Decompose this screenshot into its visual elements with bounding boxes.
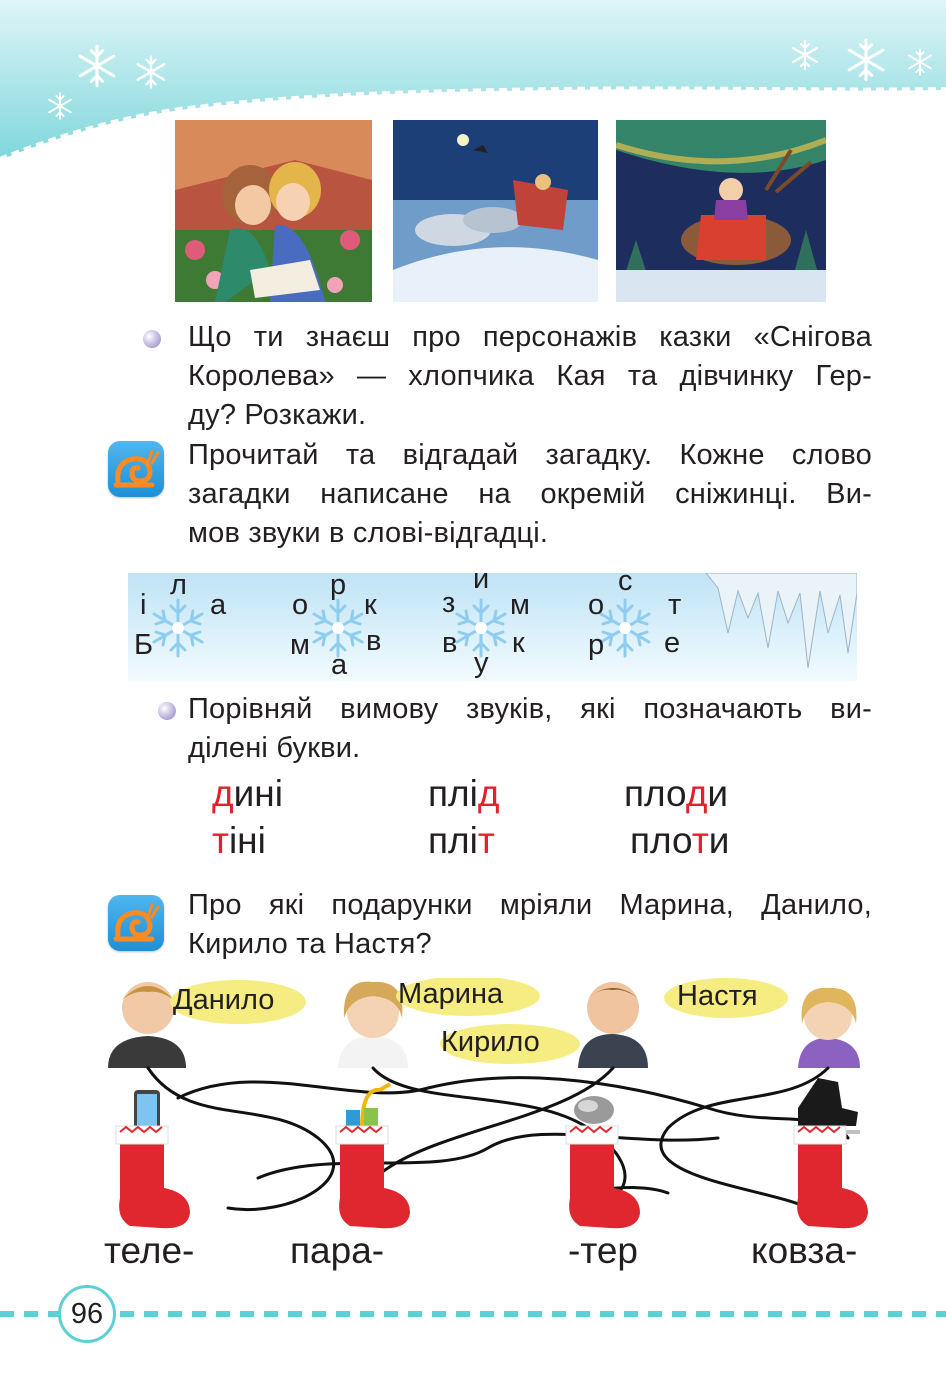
text-line: Що ти знаєш про персонажів казки «Снігова xyxy=(188,321,872,353)
highlighted-letter: т xyxy=(477,820,495,861)
snowflake-letter: т xyxy=(668,589,682,621)
snowflake-letter: к xyxy=(364,589,377,621)
task-gifts-question xyxy=(188,886,872,964)
bullet-point xyxy=(158,702,176,720)
snowflake-letter: а xyxy=(331,649,348,681)
kai-and-gerda-illustration xyxy=(175,120,372,302)
snowflake-letter: л xyxy=(170,573,187,601)
snowflake-letter: р xyxy=(330,573,347,601)
text-line: ділені букви. xyxy=(188,732,361,764)
word-ploty: плоти xyxy=(630,820,730,861)
name-label: Данило xyxy=(173,984,275,1016)
snowflake-letter: к xyxy=(512,627,525,659)
text-line: мов звуки в слові-відгадці. xyxy=(188,517,549,549)
snowflake-letter: м xyxy=(510,589,530,621)
text-line: загадки написане на окремій сніжинці. Ви- xyxy=(188,478,872,510)
name-label: Марина xyxy=(398,978,504,1010)
word-part: пара- xyxy=(290,1230,385,1271)
child-kyrylo xyxy=(578,982,648,1068)
snowflake-letter: і xyxy=(140,589,147,621)
snowflake-letter: и xyxy=(473,573,490,595)
text-line: ду? Розкажи. xyxy=(188,399,367,431)
task-compare-sounds xyxy=(188,690,872,768)
snail-icon xyxy=(108,441,164,497)
word-tini: тіні xyxy=(212,820,266,861)
snail-icon xyxy=(108,895,164,951)
word-part: -тер xyxy=(568,1230,639,1271)
text-line: Прочитай та відгадай загадку. Кожне слово xyxy=(188,439,872,471)
name-label: Настя xyxy=(677,980,758,1012)
snowflake-letter: р xyxy=(588,629,605,661)
snowflake-letter: м xyxy=(290,629,310,661)
snowflake-letter: Б xyxy=(134,629,154,661)
snowflake-letter: з xyxy=(442,587,456,619)
highlighted-letter: д xyxy=(685,773,708,814)
gerda-reindeer-illustration xyxy=(616,120,826,302)
snowflake-letter: е xyxy=(664,627,681,659)
sock-umbrella xyxy=(336,1084,410,1228)
word-part: теле- xyxy=(104,1230,195,1271)
footer-dashed-line xyxy=(0,1280,946,1350)
child-nastia xyxy=(798,988,860,1068)
highlighted-letter: т xyxy=(691,820,709,861)
snowflake-letter: в xyxy=(366,625,382,657)
word-dyni: дині xyxy=(212,773,283,814)
snow-queen-sleigh-illustration xyxy=(393,120,598,302)
highlighted-letter: т xyxy=(212,820,229,861)
word-part: ковза- xyxy=(751,1230,858,1271)
page-number: 96 xyxy=(58,1285,116,1343)
snowflake-letter: о xyxy=(588,589,605,621)
task-characters-question xyxy=(188,318,872,435)
snowflake-letter: в xyxy=(442,627,458,659)
snowflake-letter: у xyxy=(474,647,489,679)
sock-phone xyxy=(116,1090,190,1228)
word-plid: плід xyxy=(428,773,500,814)
word-plit: пліт xyxy=(428,820,495,861)
highlighted-letter: д xyxy=(212,773,234,814)
text-line: Порівняй вимову звуків, які позначають ви- xyxy=(188,693,872,725)
sock-computer-mouse xyxy=(566,1096,640,1228)
task-riddle-instruction xyxy=(188,436,872,553)
bullet-point xyxy=(143,330,161,348)
text-line: Королева» — хлопчика Кая та дівчинку Гер- xyxy=(188,360,872,392)
snowflake-letter: о xyxy=(292,589,309,621)
name-label: Кирило xyxy=(441,1026,540,1058)
sock-skate xyxy=(794,1078,868,1228)
text-line: Кирило та Настя? xyxy=(188,928,432,960)
snowflake-riddle-strip xyxy=(128,573,857,681)
highlighted-letter: д xyxy=(477,773,500,814)
snowflake-letter: а xyxy=(210,589,227,621)
word-plody: плоди xyxy=(624,773,729,814)
snowflake-letter: с xyxy=(618,573,633,597)
text-line: Про які подарунки мріяли Марина, Данило, xyxy=(188,889,872,921)
